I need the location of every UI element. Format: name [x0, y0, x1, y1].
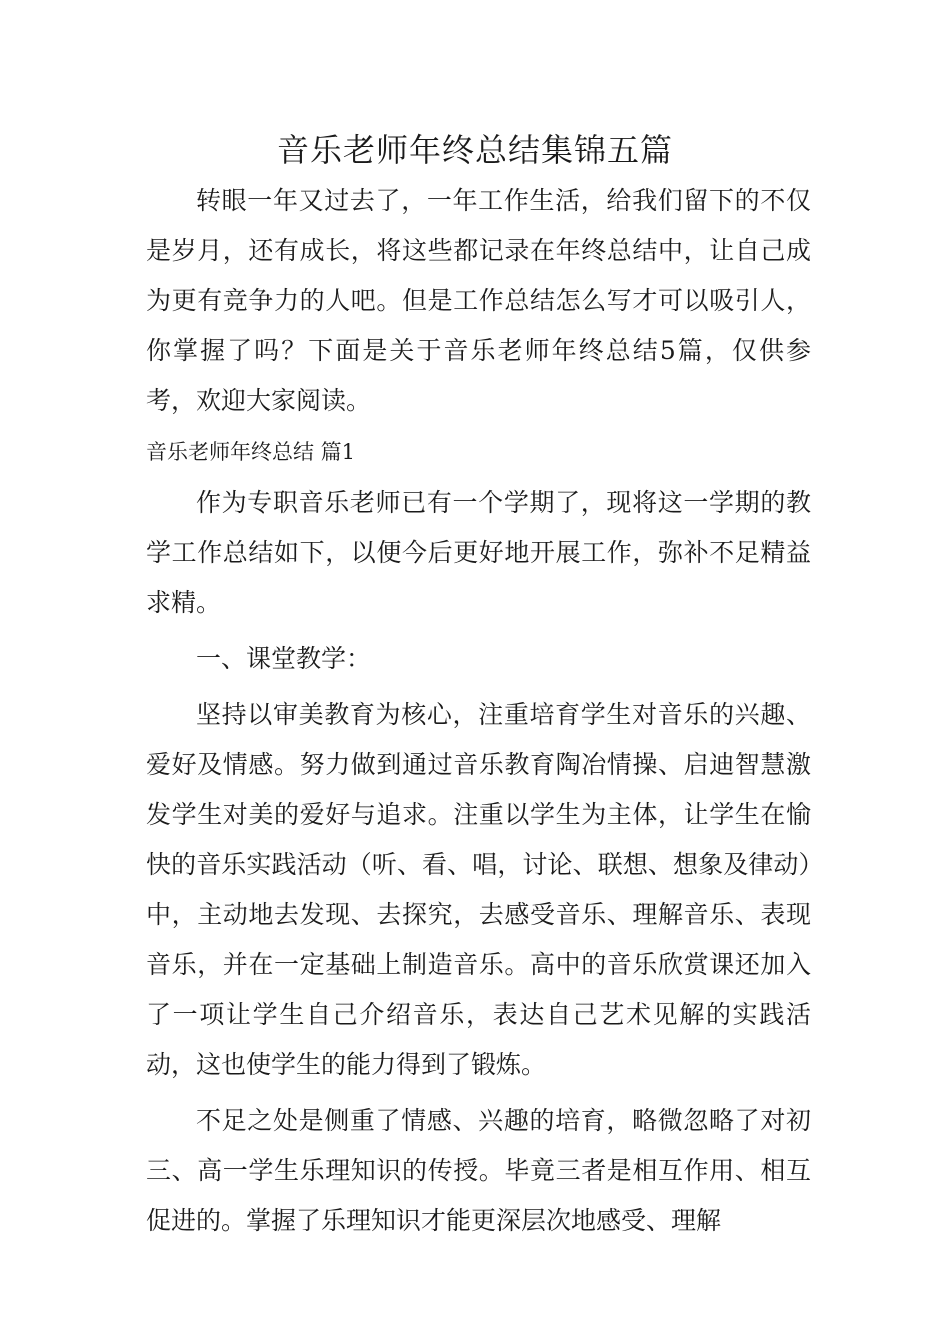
document-title: 音乐老师年终总结集锦五篇: [276, 131, 673, 169]
section-heading: 音乐老师年终总结 篇1: [146, 440, 356, 464]
subheading-classroom-teaching: 一、课堂教学：: [196, 644, 372, 673]
body-paragraph: 坚持以审美教育为核心，注重培育学生对音乐的兴趣、爱好及情感。努力做到通过音乐教育陶冶情操、启迪智慧激发学生对美的爱好与追求。注重以学生为主体，让学生在愉快的音乐实践活动（听、看、唱，讨论、联想、想象及律动）中，主动地去发现、去探究，去感受音乐、理解音乐、表现音乐，并在一定基础上制造音乐。高中的音乐欣赏课还加入了一项让学生自己介绍音乐，表达自己艺术见解的实践活动，这也使学生的能力得到了锻炼。: [146, 700, 811, 1079]
body-paragraph: 作为专职音乐老师已有一个学期了，现将这一学期的教学工作总结如下，以便今后更好地开展工作，弥补不足精益求精。: [146, 488, 811, 617]
body-paragraph: 不足之处是侧重了情感、兴趣的培育，略微忽略了对初三、高一学生乐理知识的传授。毕竟三者是相互作用、相互促进的。掌握了乐理知识才能更深层次地感受、理解: [146, 1106, 811, 1235]
intro-paragraph: 转眼一年又过去了，一年工作生活，给我们留下的不仅是岁月，还有成长，将这些都记录在年终总结中，让自己成为更有竞争力的人吧。但是工作总结怎么写才可以吸引人，你掌握了吗？下面是关于音乐老师年终总结5篇，仅供参考，欢迎大家阅读。: [146, 186, 811, 415]
document-body: [146, 176, 811, 1246]
